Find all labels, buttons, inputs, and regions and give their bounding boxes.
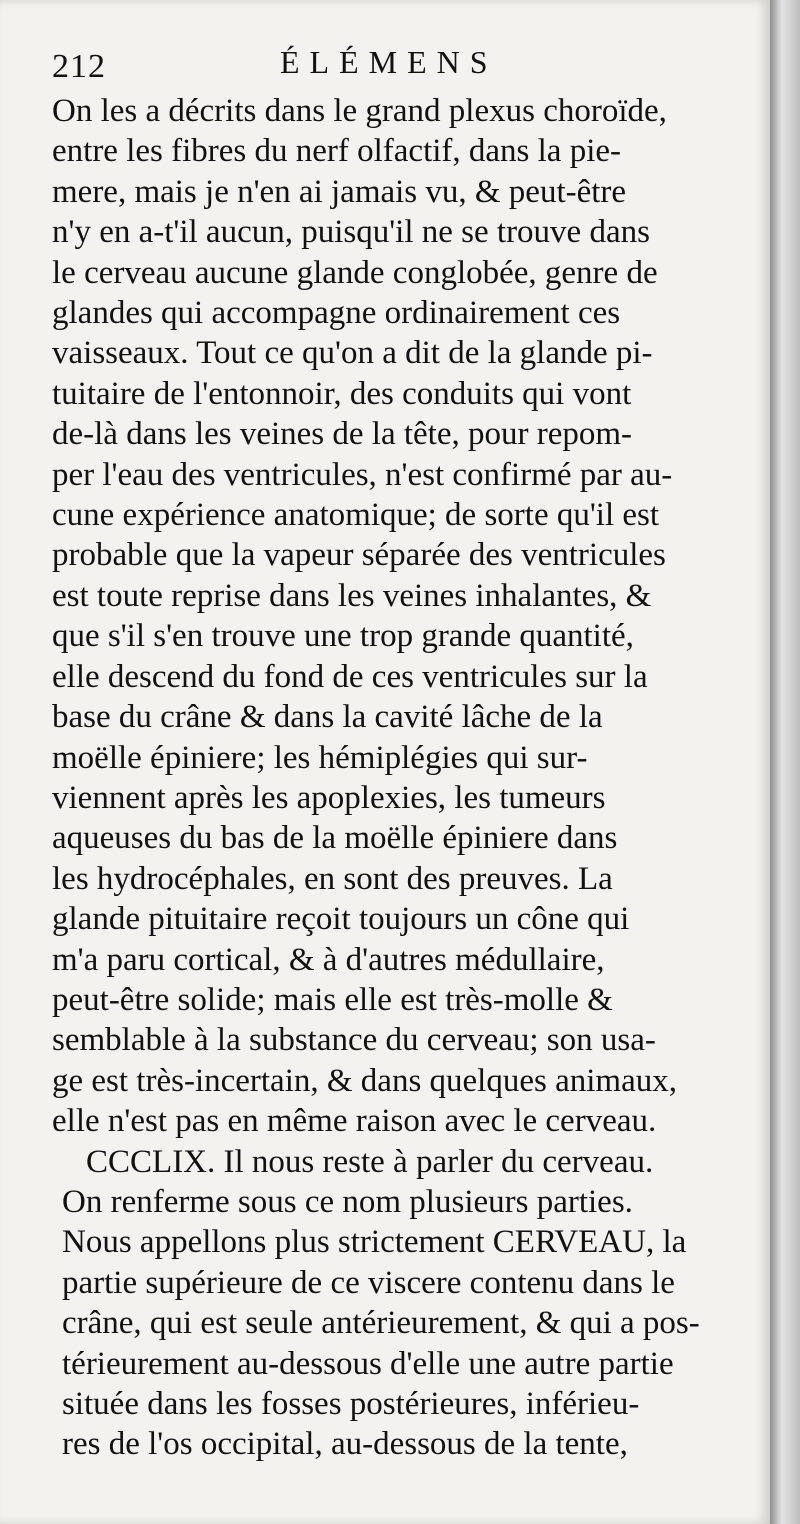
text-line: elle descend du fond de ces ventricules sur la: [52, 658, 648, 695]
text-line: Nous appellons plus strictement CERVEAU, la: [62, 1224, 687, 1261]
page-header: [52, 44, 752, 88]
text-line: tuitaire de l'entonnoir, des conduits qui vont: [52, 375, 632, 412]
text-line: semblable à la substance du cerveau; son usa-: [52, 1022, 656, 1059]
text-line: ge est très-incertain, & dans quelques animaux,: [52, 1062, 677, 1099]
text-line: base du crâne & dans la cavité lâche de la: [52, 699, 603, 736]
text-line: elle n'est pas en même raison avec le cerveau.: [52, 1103, 657, 1140]
text-line: aqueuses du bas de la moëlle épiniere dans: [52, 820, 618, 857]
running-head: ÉLÉMENS: [280, 44, 498, 80]
text-line: entre les fibres du nerf olfactif, dans la pie-: [52, 133, 622, 170]
text-line: peut-être solide; mais elle est très-molle &: [52, 981, 613, 1018]
text-line: glandes qui accompagne ordinairement ces: [52, 295, 621, 332]
text-line: térieurement au-dessous d'elle une autre partie: [62, 1345, 674, 1382]
section-heading-line: CCCLIX. Il nous reste à parler du cerveau.: [86, 1143, 654, 1180]
page-edge: [770, 0, 800, 1524]
text-line: mere, mais je n'en ai jamais vu, & peut-être: [52, 173, 627, 210]
text-line: le cerveau aucune glande conglobée, genre de: [52, 254, 658, 291]
text-line: est toute reprise dans les veines inhalantes, &: [52, 577, 652, 614]
text-line: On renferme sous ce nom plusieurs parties.: [62, 1183, 633, 1220]
text-line: moëlle épiniere; les hémiplégies qui sur-: [52, 739, 588, 776]
text-line: per l'eau des ventricules, n'est confirmé par au-: [52, 456, 673, 493]
text-line: probable que la vapeur séparée des ventricules: [52, 537, 666, 574]
text-line: que s'il s'en trouve une trop grande quantité,: [52, 618, 634, 655]
text-line: les hydrocéphales, en sont des preuves. La: [52, 860, 613, 897]
text-line: cune expérience anatomique; de sorte qu'il est: [52, 497, 660, 534]
text-line: crâne, qui est seule antérieurement, & qui a pos-: [62, 1305, 700, 1342]
text-line: viennent après les apoplexies, les tumeurs: [52, 779, 606, 816]
text-line: partie supérieure de ce viscere contenu dans le: [62, 1264, 675, 1301]
text-line: de-là dans les veines de la tête, pour repom-: [52, 416, 633, 453]
text-line: On les a décrits dans le grand plexus choroïde,: [52, 93, 667, 129]
text-line: m'a paru cortical, & à d'autres médullaire,: [52, 941, 605, 978]
text-line: glande pituitaire reçoit toujours un cône qui: [52, 901, 630, 938]
page-number: 212: [52, 48, 106, 85]
text-line: res de l'os occipital, au-dessous de la tente,: [62, 1426, 628, 1463]
text-line: située dans les fosses postérieures, inférieu-: [62, 1386, 640, 1422]
text-line: n'y en a-t'il aucun, puisqu'il ne se trouve dans: [52, 214, 650, 251]
main-text: [52, 91, 768, 1465]
text-line: vaisseaux. Tout ce qu'on a dit de la glande pi-: [52, 335, 653, 372]
